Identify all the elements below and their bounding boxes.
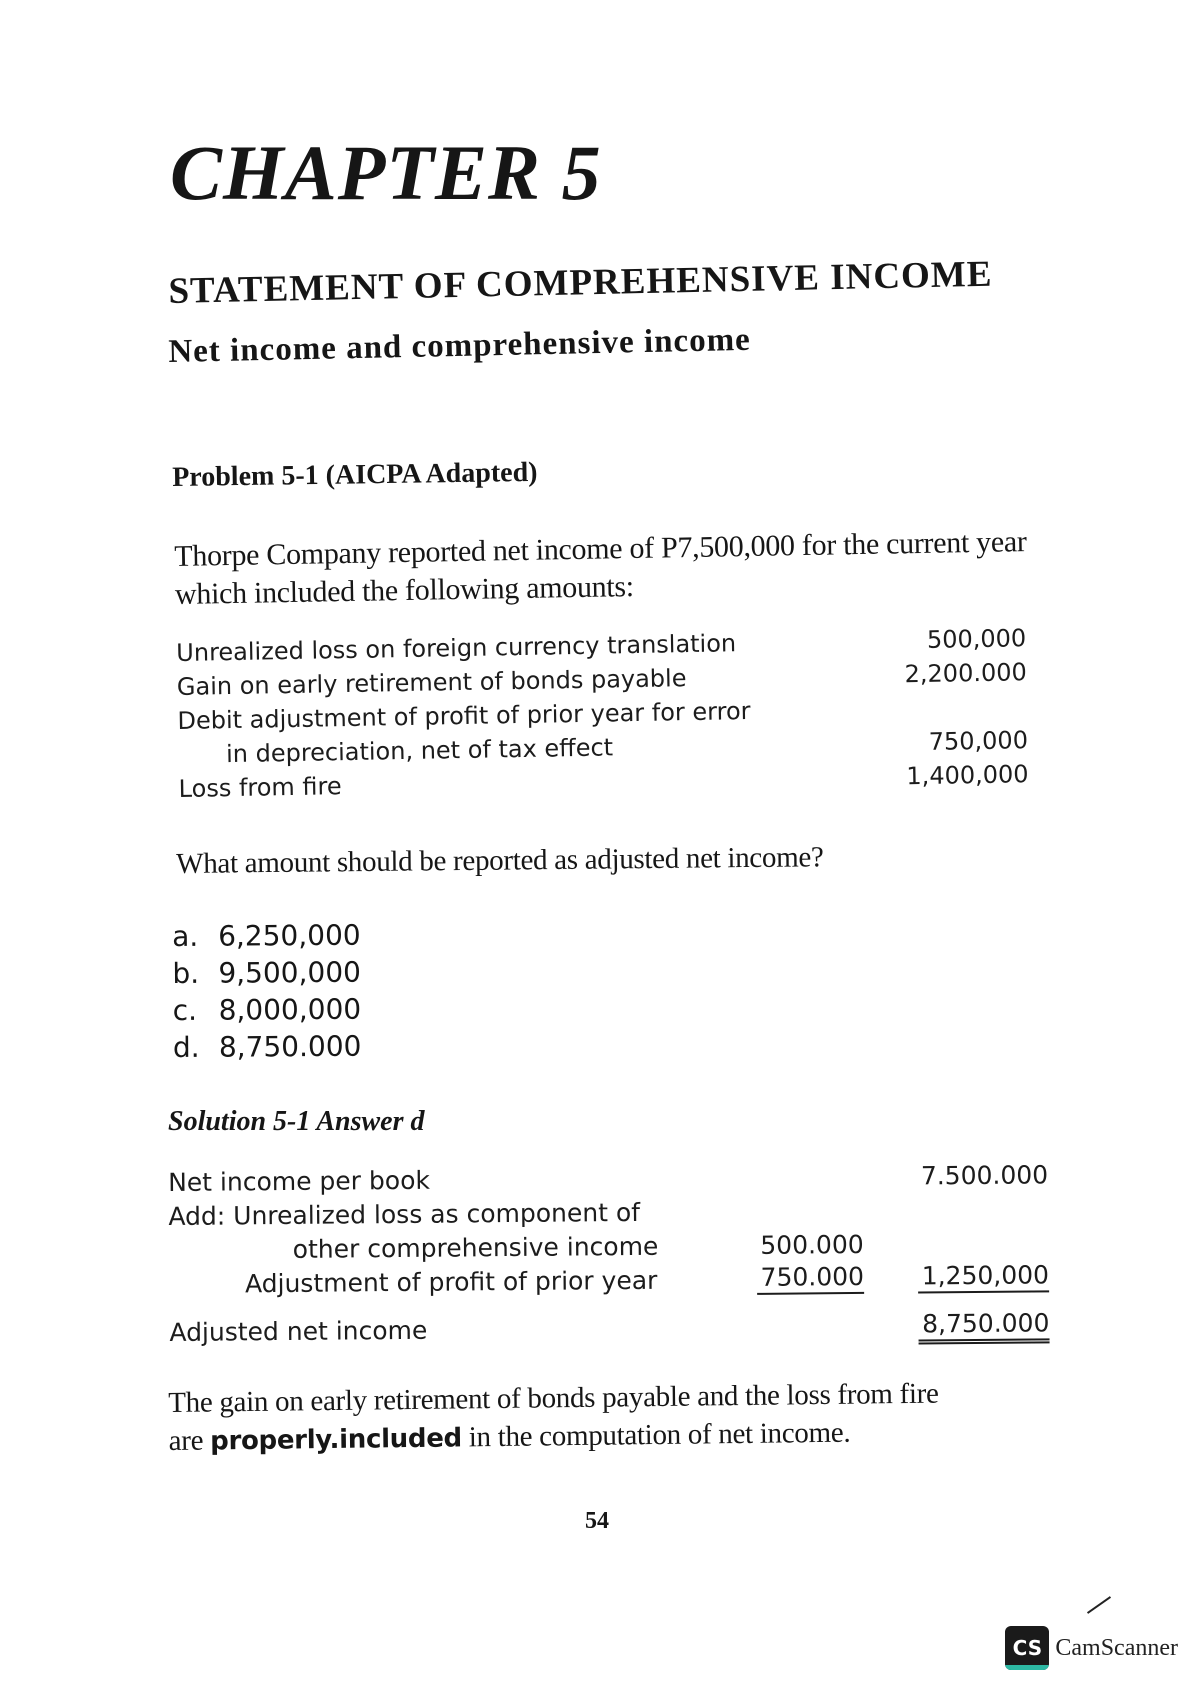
- page-number: 54: [585, 1508, 609, 1534]
- choice-letter: a.: [172, 919, 199, 953]
- answer-choices: [172, 917, 362, 1066]
- solution-label: Adjustment of profit of prior year: [244, 1265, 658, 1299]
- item-label: Gain on early retirement of bonds payable: [176, 664, 687, 701]
- camscanner-watermark: [1005, 1626, 1178, 1670]
- choice-letter: b.: [172, 956, 200, 990]
- item-label: Unrealized loss on foreign currency translation: [176, 629, 737, 667]
- choice-c: [173, 991, 362, 1029]
- problem-items-list: [176, 621, 1029, 806]
- choice-b: [172, 954, 361, 992]
- solution-col1: 750.000: [756, 1262, 864, 1295]
- solution-label: Adjusted net income: [169, 1315, 428, 1347]
- camscanner-text: CamScanner: [1055, 1634, 1178, 1661]
- section-subtitle: Net income and comprehensive income: [168, 321, 752, 370]
- solution-label: Add: Unrealized loss as component of: [168, 1197, 641, 1231]
- solution-col2: 8,750.000: [918, 1308, 1050, 1344]
- camscanner-logo-icon: CS: [1005, 1626, 1049, 1670]
- section-title: STATEMENT OF COMPREHENSIVE INCOME: [168, 253, 993, 312]
- conclusion-line1: The gain on early retirement of bonds payable and the loss from fire: [168, 1377, 939, 1419]
- conclusion-line2-bold: properly.included: [209, 1423, 463, 1457]
- item-label: Loss from fire: [178, 772, 342, 803]
- choice-letter: d.: [172, 1030, 200, 1064]
- problem-intro: Thorpe Company reported net income of P7,500,000 for the current year which included the following amounts:: [174, 525, 1027, 611]
- chapter-heading: CHAPTER 5: [170, 129, 602, 216]
- solution-label: other comprehensive income: [292, 1231, 659, 1264]
- solution-col2: 1,250,000: [918, 1260, 1050, 1293]
- item-amount: 500,000: [926, 624, 1027, 654]
- conclusion-line2-pre: are: [168, 1424, 211, 1457]
- conclusion-line2-post: in the computation of net income.: [461, 1416, 851, 1454]
- choice-letter: c.: [172, 993, 198, 1027]
- problem-question: What amount should be reported as adjusted net income?: [176, 841, 824, 880]
- choice-value: 9,500,000: [218, 955, 362, 990]
- solution-title: Solution 5-1 Answer d: [168, 1106, 425, 1137]
- solution-col2: 7.500.000: [920, 1160, 1049, 1191]
- item-label: Debit adjustment of profit of prior year for error: [177, 696, 751, 735]
- item-amount: 1,400,000: [906, 760, 1029, 791]
- problem-title: Problem 5-1 (AICPA Adapted): [172, 456, 538, 493]
- conclusion-text: [168, 1373, 1069, 1461]
- item-label: in depreciation, net of tax effect: [225, 733, 614, 769]
- solution-row: [169, 1308, 1049, 1350]
- item-amount: 2,200.000: [904, 658, 1028, 689]
- choice-value: 6,250,000: [218, 918, 361, 953]
- pen-mark: [1087, 1596, 1111, 1614]
- choice-value: 8,750.000: [218, 1029, 362, 1064]
- choice-value: 8,000,000: [218, 992, 362, 1027]
- choice-a: [172, 917, 361, 955]
- solution-table: [168, 1158, 1050, 1350]
- solution-col1: 500.000: [760, 1229, 864, 1260]
- choice-d: [173, 1028, 362, 1066]
- solution-label: Net income per book: [168, 1165, 431, 1197]
- item-amount: 750,000: [928, 726, 1029, 756]
